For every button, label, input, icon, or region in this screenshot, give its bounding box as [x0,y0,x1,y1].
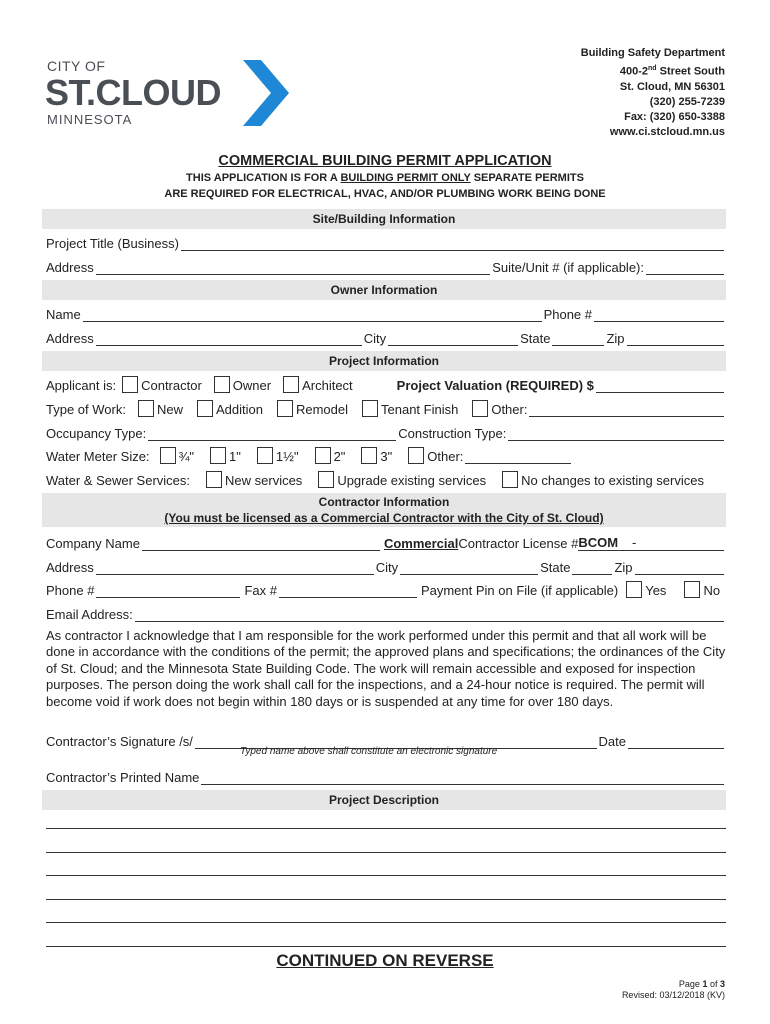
work-remodel-checkbox[interactable] [277,400,293,417]
work-other-checkbox[interactable] [472,400,488,417]
company-label: Company Name [46,536,140,551]
contractor-city-field[interactable] [400,562,538,575]
description-line-6[interactable] [46,946,726,947]
sewer-new-label: New services [225,473,303,488]
owner-name-row [46,304,726,322]
email-row [46,604,726,622]
contractor-fax-label: Fax # [244,583,277,598]
form-subtitle-2: ARE REQUIRED FOR ELECTRICAL, HVAC, AND/OR PLUMBING WORK BEING DONE [164,188,606,200]
payment-pin-yes-label: Yes [645,583,667,598]
payment-pin-no-label: No [703,583,721,598]
valuation-field[interactable] [596,380,724,393]
meter-size-label: Water Meter Size: [46,449,150,464]
logo-state: MINNESOTA [47,112,133,127]
dept-name: Building Safety Department [580,47,725,59]
contractor-address-field[interactable] [96,562,374,575]
work-addition-checkbox[interactable] [197,400,213,417]
work-addition-label: Addition [215,402,263,417]
meter-2-label: 2" [333,449,346,464]
project-title-field[interactable] [181,238,724,251]
description-line-1[interactable] [46,828,726,829]
meter-3-label: 3" [380,449,393,464]
applicant-owner-label: Owner [232,378,272,393]
applicant-owner-checkbox[interactable] [214,376,230,393]
commercial-label: Commercial [383,536,459,551]
meter-1-label: 1" [229,449,241,464]
site-address-field[interactable] [96,262,491,275]
work-new-label: New [156,402,183,417]
city-logo [45,58,295,128]
license-label: Contractor License # [458,536,579,551]
occupancy-row [46,423,726,441]
sewer-upgrade-checkbox[interactable] [318,471,334,488]
sewer-row [46,470,726,488]
owner-phone-field[interactable] [594,309,724,322]
suite-field[interactable] [646,262,724,275]
meter-other-field[interactable] [465,451,571,464]
contractor-fax-field[interactable] [279,585,417,598]
contractor-header-note: (You must be licensed as a Commercial Contractor with the City of St. Cloud) [164,511,604,525]
work-other-field[interactable] [529,404,724,417]
work-new-checkbox[interactable] [138,400,154,417]
meter-3-4-checkbox[interactable] [160,447,176,464]
applicant-architect-checkbox[interactable] [283,376,299,393]
electronic-signature-note: Typed name above shall constitute an electronic signature [240,746,498,757]
work-other-label: Other: [491,402,528,417]
owner-address-label: Address [46,331,94,346]
project-title-row [46,233,726,251]
signature-date-label: Date [598,734,626,749]
signature-label: Contractor’s Signature /s/ [46,734,193,749]
logo-name: ST.CLOUD [45,72,221,113]
signature-date-field[interactable] [628,736,724,749]
dept-city: St. Cloud, MN 56301 [619,80,725,93]
logo-city-of: CITY OF [47,58,106,74]
sewer-upgrade-label: Upgrade existing services [337,473,487,488]
company-field[interactable] [142,538,380,551]
construction-field[interactable] [508,428,724,441]
contractor-header-title: Contractor Information [318,495,450,509]
page-footer [622,979,725,1001]
contractor-zip-field[interactable] [635,562,724,575]
description-line-5[interactable] [46,922,726,923]
owner-name-field[interactable] [83,309,542,322]
valuation-label: Project Valuation (REQUIRED) $ [396,378,594,393]
email-label: Email Address: [46,607,133,622]
sewer-no-change-checkbox[interactable] [502,471,518,488]
site-address-label: Address [46,260,94,275]
description-section-header: Project Description [42,790,726,810]
owner-zip-label: Zip [606,331,625,346]
owner-phone-label: Phone # [543,307,592,322]
contractor-zip-label: Zip [614,560,633,575]
payment-pin-no-checkbox[interactable] [684,581,700,598]
printed-name-row [46,767,726,785]
description-line-2[interactable] [46,852,726,853]
form-title: COMMERCIAL BUILDING PERMIT APPLICATION [218,153,552,169]
applicant-contractor-label: Contractor [141,378,202,393]
sewer-label: Water & Sewer Services: [46,473,191,488]
meter-1-5-label: 1½" [275,449,299,464]
dept-fax: Fax: (320) 650-3388 [624,110,725,123]
owner-address-field[interactable] [96,333,362,346]
owner-name-label: Name [46,307,81,322]
revision-date: Revised: 03/12/2018 (KV) [621,990,725,1000]
owner-zip-field[interactable] [627,333,724,346]
contractor-phone-row [46,580,726,598]
meter-1-5-checkbox[interactable] [257,447,273,464]
license-field[interactable] [636,538,724,551]
company-row [46,533,726,551]
applicant-label: Applicant is: [46,378,117,393]
applicant-architect-label: Architect [302,378,353,393]
contractor-state-label: State [540,560,571,575]
construction-label: Construction Type: [398,426,507,441]
work-tenant-finish-label: Tenant Finish [381,402,459,417]
meter-2-checkbox[interactable] [315,447,331,464]
license-prefix: BCOM [578,535,619,550]
meter-1-checkbox[interactable] [210,447,226,464]
sewer-new-checkbox[interactable] [206,471,222,488]
owner-state-label: State [520,331,551,346]
site-address-row [46,257,726,275]
contractor-city-label: City [375,560,399,575]
meter-3-checkbox[interactable] [361,447,377,464]
form-subtitle-1: THIS APPLICATION IS FOR A BUILDING PERMIT ONLY SEPARATE PERMITS [186,172,584,184]
owner-address-row [46,328,726,346]
work-remodel-label: Remodel [295,402,348,417]
description-line-4[interactable] [46,899,726,900]
occupancy-field[interactable] [148,428,396,441]
owner-city-field[interactable] [388,333,518,346]
meter-other-checkbox[interactable] [408,447,424,464]
continued-on-reverse: CONTINUED ON REVERSE [276,951,494,970]
applicant-contractor-checkbox[interactable] [122,376,138,393]
dept-street: 400-2nd Street South [619,65,725,78]
license-dash: - [618,535,636,551]
payment-pin-yes-checkbox[interactable] [626,581,642,598]
dept-website: www.ci.stcloud.mn.us [609,125,725,138]
contractor-address-label: Address [46,560,94,575]
suite-label: Suite/Unit # (if applicable): [492,260,644,275]
work-type-row [46,399,726,417]
payment-pin-label: Payment Pin on File (if applicable) [420,583,619,598]
work-tenant-finish-checkbox[interactable] [362,400,378,417]
meter-3-4-label: ¾" [178,449,195,464]
acknowledgement-text: As contractor I acknowledge that I am responsible for the work performed under this permit and that all work will be done in accordance with the conditions of the permit; the approved plans and specifications; the ordinances of the City of St. Cloud; and the Minnesota State Building Code. The work will remain accessible and exposed for inspection purposes. The person doing the work shall call for the inspections, and a 24-hour notice is required. The permit will become void if work does not begin within 180 days or is suspended at any time for over 180 days. [46,628,726,709]
description-line-3[interactable] [46,875,726,876]
owner-section-header: Owner Information [42,280,726,300]
contractor-address-row [46,557,726,575]
contractor-section-header [42,493,726,527]
meter-size-row [46,446,726,464]
contractor-phone-label: Phone # [46,583,95,598]
project-section-header: Project Information [42,351,726,371]
printed-name-label: Contractor’s Printed Name [46,770,200,785]
contractor-state-field[interactable] [572,562,612,575]
chevron-logo-icon [243,60,289,126]
applicant-row [46,375,726,393]
site-section-header: Site/Building Information [42,209,726,229]
owner-state-field[interactable] [552,333,604,346]
meter-other-label: Other: [427,449,464,464]
work-type-label: Type of Work: [46,402,126,417]
department-address [581,46,725,140]
contractor-phone-field[interactable] [96,585,240,598]
email-field[interactable] [135,609,724,622]
owner-city-label: City [363,331,387,346]
printed-name-field[interactable] [201,772,724,785]
dept-phone: (320) 255-7239 [649,95,725,108]
sewer-no-change-label: No changes to existing services [521,473,704,488]
page-number: Page 1 of 3 [678,979,725,989]
occupancy-label: Occupancy Type: [46,426,147,441]
project-title-label: Project Title (Business) [46,236,179,251]
